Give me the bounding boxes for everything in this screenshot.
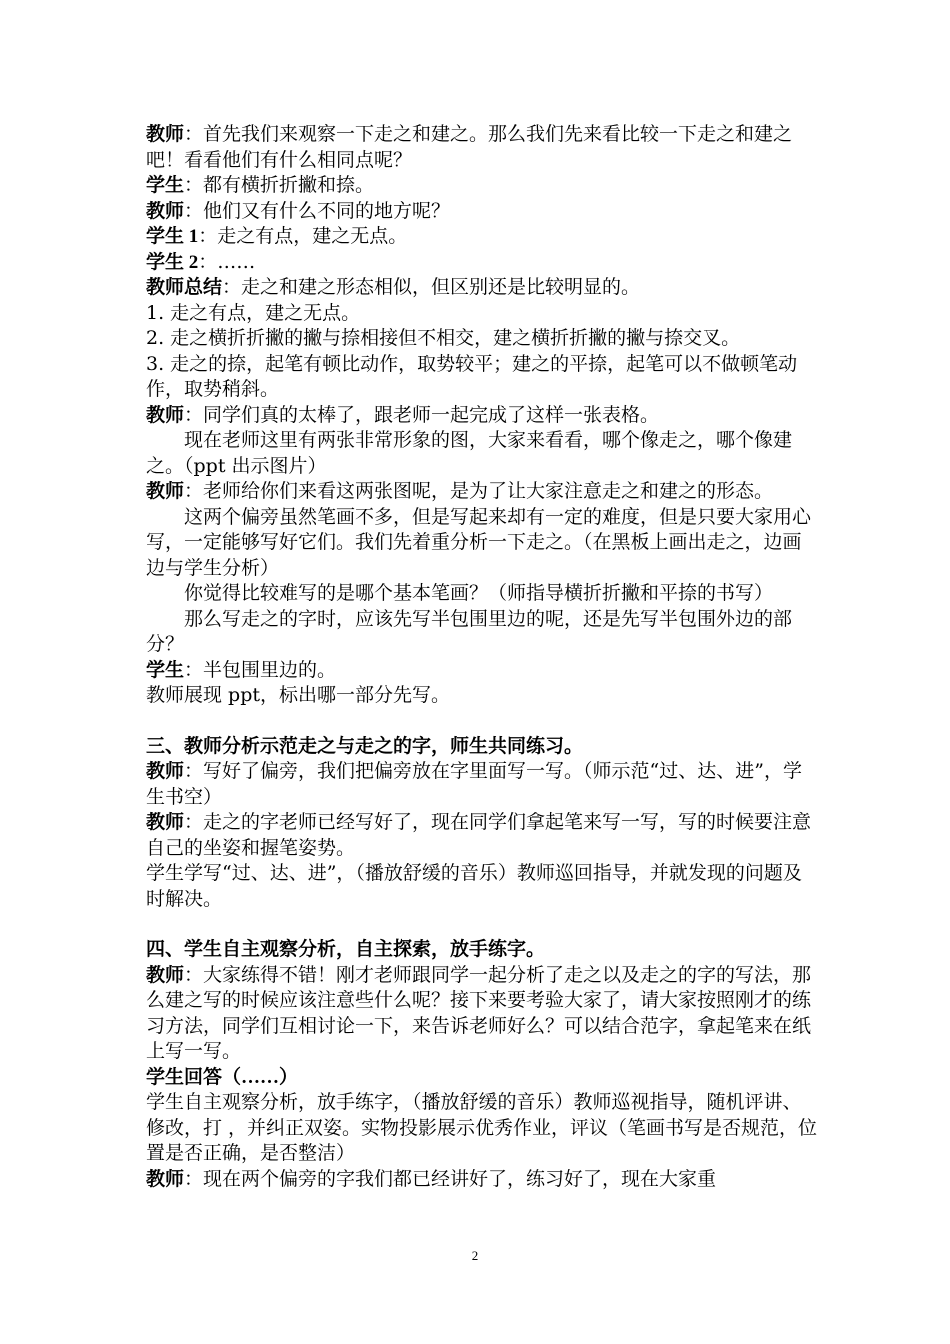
paragraph (146, 1167, 818, 1193)
paragraph (146, 607, 818, 658)
paragraph-text: 你觉得比较难写的是哪个基本笔画？（师指导横折折撇和平捺的书写） (184, 582, 774, 604)
paragraph (146, 301, 818, 327)
speaker-label: 教师 (146, 1168, 185, 1190)
speaker-label: 学生回答（……） (146, 1066, 299, 1088)
paragraph-text: 走之有点，建之无点。 (217, 225, 408, 247)
paragraph (146, 122, 818, 173)
paragraph (146, 224, 818, 250)
speaker-separator: ： (184, 480, 204, 502)
speaker-label: 教师 (146, 200, 185, 222)
section-4-heading: 四、学生自主观察分析，自主探索，放手练字。 (146, 939, 546, 960)
paragraph-text: 学生学写“过、达、进”，（播放舒缓的音乐）教师巡回指导，并就发现的问题及时解决。 (146, 862, 802, 910)
paragraph-text: 3. 走之的捺，起笔有顿比动作，取势较平；建之的平捺，起笔可以不做顿笔动作，取势稍斜。 (146, 352, 798, 400)
speaker-label: 教师 (146, 404, 185, 426)
speaker-separator: ： (184, 963, 204, 986)
section-4-body (146, 963, 818, 1193)
speaker-separator: ： (198, 225, 218, 247)
section-gap (146, 709, 818, 734)
paragraph-text: 半包围里边的。 (203, 658, 337, 681)
paragraph (146, 683, 818, 709)
speaker-label: 教师 (146, 964, 185, 986)
paragraph (146, 505, 818, 582)
paragraph-text: 那么写走之的字时，应该先写半包围里边的呢，还是先写半包围外边的部分？ (146, 607, 793, 655)
speaker-label: 教师 (146, 124, 185, 145)
section-3-heading: 三、教师分析示范走之与走之的字，师生共同练习。 (146, 735, 584, 757)
paragraph-text: 2. 走之横折折撇的撇与捺相接但不相交，建之横折折撇的撇与捺交叉。 (146, 327, 741, 349)
speaker-label: 学生 (146, 175, 185, 196)
paragraph (146, 199, 818, 225)
paragraph-text: 1. 走之有点，建之无点。 (146, 301, 361, 324)
paragraph-text: 走之和建之形态相似，但区别还是比较明显的。 (241, 276, 641, 298)
speaker-separator: ： (184, 811, 204, 833)
speaker-separator: ： (184, 658, 204, 681)
document-body (146, 122, 818, 1192)
section-gap (146, 912, 818, 937)
paragraph-text: …… (217, 250, 256, 273)
speaker-label: 学生 (146, 659, 185, 681)
speaker-label: 学生 1 (146, 226, 199, 247)
speaker-separator: ： (184, 1167, 204, 1190)
paragraph (146, 428, 818, 479)
section-3-body (146, 759, 818, 912)
paragraph (146, 658, 818, 684)
paragraph (146, 759, 818, 810)
paragraph (146, 1090, 818, 1167)
speaker-label: 教师 (146, 761, 185, 782)
section-4 (146, 937, 818, 1192)
paragraph-text: 老师给你们来看这两张图呢，是为了让大家注意走之和建之的形态。 (203, 480, 774, 502)
paragraph (146, 352, 818, 403)
speaker-label: 教师总结 (146, 277, 223, 298)
speaker-separator: ： (184, 403, 204, 426)
paragraph (146, 173, 818, 199)
paragraph (146, 403, 818, 429)
speaker-separator: ： (222, 276, 242, 298)
paragraph-text: 现在老师这里有两张非常形象的图，大家来看看，哪个像走之，哪个像建之。（ppt 出示图片） (146, 429, 793, 477)
paragraph-text: 大家练得不错！刚才老师跟同学一起分析了走之以及走之的字的写法，那么建之写的时候应该注意些什么呢？接下来要考验大家了，请大家按照刚才的练习方法，同学们互相讨论一下，来告诉老师好么？可以结合范字，拿起笔来在纸上写一写。 (146, 963, 812, 1062)
section-3 (146, 734, 818, 913)
speaker-label: 教师 (146, 812, 185, 833)
paragraph-text: 他们又有什么不同的地方呢？ (203, 199, 451, 222)
paragraph-text: 这两个偏旁虽然笔画不多，但是写起来却有一定的难度，但是只要大家用心写，一定能够写好它们。我们先着重分析一下走之。（在黑板上画出走之，边画边与学生分析） (146, 505, 812, 579)
paragraph (146, 861, 818, 912)
paragraph (146, 963, 818, 1065)
speaker-separator: ： (184, 174, 204, 196)
page-number: 2 (471, 1248, 479, 1263)
speaker-separator: ： (184, 123, 204, 145)
speaker-label: 学生 2 (146, 251, 199, 273)
speaker-separator: ： (184, 760, 204, 782)
speaker-label: 教师 (146, 481, 185, 502)
speaker-separator: ： (198, 250, 218, 273)
paragraph-text: 写好了偏旁，我们把偏旁放在字里面写一写。（师示范“过、达、进”，学生书空） (146, 760, 802, 808)
dialogue-section (146, 122, 818, 709)
paragraph-text: 教师展现 ppt，标出哪一部分先写。 (146, 684, 451, 706)
speaker-separator: ： (184, 199, 204, 222)
paragraph (146, 326, 818, 352)
paragraph-text: 同学们真的太棒了，跟老师一起完成了这样一张表格。 (203, 403, 660, 426)
paragraph (146, 810, 818, 861)
paragraph (146, 581, 818, 607)
paragraph-text: 首先我们来观察一下走之和建之。那么我们先来看比较一下走之和建之吧！看看他们有什么相同点呢？ (146, 123, 793, 171)
paragraph (146, 275, 818, 301)
paragraph (146, 479, 818, 505)
paragraph-text: 学生自主观察分析，放手练字，（播放舒缓的音乐）教师巡视指导，随机评讲、修改，打 ，并纠正双姿。实物投影展示优秀作业，评议（笔画书写是否规范，位置是否正确，是否整洁） (146, 1091, 818, 1164)
paragraph (146, 250, 818, 276)
paragraph-text: 都有横折折撇和捺。 (203, 174, 375, 196)
paragraph-text: 走之的字老师已经写好了，现在同学们拿起笔来写一写，写的时候要注意自己的坐姿和握笔姿势。 (146, 811, 812, 859)
paragraph (146, 1065, 818, 1091)
paragraph-text: 现在两个偏旁的字我们都已经讲好了，练习好了，现在大家重 (203, 1167, 717, 1190)
